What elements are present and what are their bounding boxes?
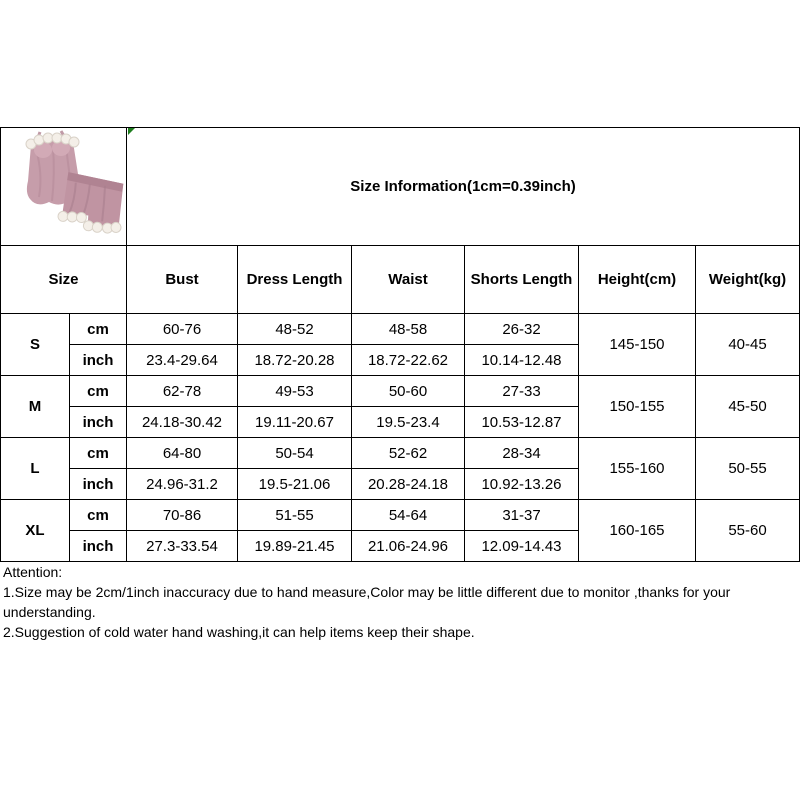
table-cell: 31-37 — [465, 500, 579, 531]
table-cell: 23.4-29.64 — [127, 345, 238, 376]
table-cell: 20.28-24.18 — [352, 469, 465, 500]
table-cell: 28-34 — [465, 438, 579, 469]
table-cell: 10.92-13.26 — [465, 469, 579, 500]
attention-line: understanding. — [3, 604, 96, 620]
table-cell: 27.3-33.54 — [127, 531, 238, 562]
header-weight: Weight(kg) — [696, 246, 800, 314]
size-label-xl: XL — [1, 500, 70, 562]
table-cell-height: 160-165 — [579, 500, 696, 562]
table-cell: 48-52 — [238, 314, 352, 345]
table-cell: 10.53-12.87 — [465, 407, 579, 438]
table-cell: 50-60 — [352, 376, 465, 407]
table-cell: 48-58 — [352, 314, 465, 345]
table-cell: 19.5-21.06 — [238, 469, 352, 500]
attention-line: 1.Size may be 2cm/1inch inaccuracy due to hand measure,Color may be little different due to monitor ,thanks for your — [3, 584, 731, 600]
table-cell: 51-55 — [238, 500, 352, 531]
table-cell: 52-62 — [352, 438, 465, 469]
attention-line: 2.Suggestion of cold water hand washing,it can help items keep their shape. — [3, 624, 475, 640]
table-cell: 60-76 — [127, 314, 238, 345]
attention-line: Attention: — [3, 564, 63, 580]
table-cell: 18.72-20.28 — [238, 345, 352, 376]
table-cell-height: 155-160 — [579, 438, 696, 500]
size-label-l: L — [1, 438, 70, 500]
table-cell: 24.96-31.2 — [127, 469, 238, 500]
table-cell: 27-33 — [465, 376, 579, 407]
spreadsheet-error-marker — [128, 128, 135, 135]
page-title: Size Information(1cm=0.39inch) — [127, 128, 800, 246]
unit-label: cm — [70, 438, 127, 469]
unit-label: inch — [70, 531, 127, 562]
table-cell: 24.18-30.42 — [127, 407, 238, 438]
table-cell-weight: 45-50 — [696, 376, 800, 438]
pajama-set-photo — [3, 129, 125, 245]
table-cell: 10.14-12.48 — [465, 345, 579, 376]
table-cell: 62-78 — [127, 376, 238, 407]
table-cell: 70-86 — [127, 500, 238, 531]
header-waist: Waist — [352, 246, 465, 314]
header-dress-length: Dress Length — [238, 246, 352, 314]
table-cell: 50-54 — [238, 438, 352, 469]
table-cell: 64-80 — [127, 438, 238, 469]
table-cell: 19.5-23.4 — [352, 407, 465, 438]
unit-label: cm — [70, 314, 127, 345]
header-height: Height(cm) — [579, 246, 696, 314]
table-cell-weight: 40-45 — [696, 314, 800, 376]
table-cell: 19.89-21.45 — [238, 531, 352, 562]
size-chart-table — [0, 127, 800, 562]
unit-label: cm — [70, 376, 127, 407]
attention-notes — [3, 562, 797, 642]
unit-label: inch — [70, 407, 127, 438]
table-cell-height: 150-155 — [579, 376, 696, 438]
size-label-s: S — [1, 314, 70, 376]
header-shorts-length: Shorts Length — [465, 246, 579, 314]
table-cell: 26-32 — [465, 314, 579, 345]
table-cell: 21.06-24.96 — [352, 531, 465, 562]
table-cell: 18.72-22.62 — [352, 345, 465, 376]
unit-label: cm — [70, 500, 127, 531]
table-cell-weight: 55-60 — [696, 500, 800, 562]
table-cell: 54-64 — [352, 500, 465, 531]
header-bust: Bust — [127, 246, 238, 314]
unit-label: inch — [70, 469, 127, 500]
table-cell-height: 145-150 — [579, 314, 696, 376]
size-label-m: M — [1, 376, 70, 438]
table-cell: 49-53 — [238, 376, 352, 407]
table-cell: 12.09-14.43 — [465, 531, 579, 562]
unit-label: inch — [70, 345, 127, 376]
header-size: Size — [1, 246, 127, 314]
product-photo-cell — [1, 128, 127, 246]
table-cell: 19.11-20.67 — [238, 407, 352, 438]
table-cell-weight: 50-55 — [696, 438, 800, 500]
